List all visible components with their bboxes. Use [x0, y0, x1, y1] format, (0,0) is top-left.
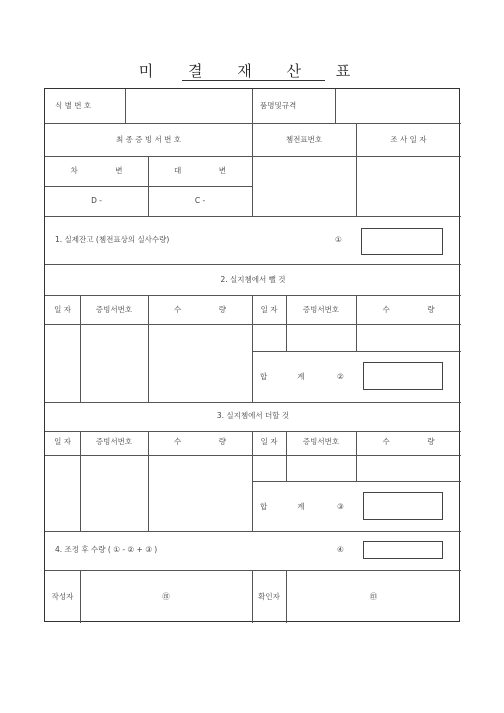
col-header-quantity: 수 량 — [174, 305, 226, 314]
col-divider — [252, 89, 253, 216]
writer-seal[interactable]: ㊞ — [162, 592, 170, 601]
actual-balance-field[interactable] — [361, 228, 443, 255]
inventory-form — [44, 88, 460, 622]
col-divider — [125, 89, 126, 123]
row-divider — [45, 402, 461, 403]
marker-3: ③ — [337, 502, 344, 511]
col-header-date: 일 자 — [54, 437, 71, 446]
item-spec-label: 품명및규격 — [260, 101, 297, 110]
col-header-quantity: 수 량 — [174, 437, 226, 446]
col-divider — [148, 156, 149, 216]
col-header-voucher-no: 증빙서번호 — [95, 437, 133, 446]
row-divider — [45, 264, 461, 265]
id-number-label: 식 별 번 호 — [55, 101, 92, 110]
checker-label: 확인자 — [258, 592, 280, 601]
title-underline — [182, 80, 325, 81]
adjusted-quantity-label: 4. 조정 후 수량 ( ① - ② + ③ ) — [55, 545, 158, 554]
debit-value[interactable]: D - — [91, 196, 102, 205]
row-divider — [45, 123, 461, 124]
marker-2: ② — [337, 372, 344, 381]
adjusted-quantity-field[interactable] — [363, 541, 443, 559]
subtract-total-field[interactable] — [363, 362, 443, 390]
row-divider — [45, 455, 461, 456]
col-divider — [286, 295, 287, 351]
subtotal-label: 합 계 — [260, 502, 305, 511]
col-divider — [335, 89, 336, 123]
marker-4: ④ — [337, 545, 344, 554]
final-voucher-number-label: 최 종 증 빙 서 번 호 — [115, 135, 182, 144]
row-divider — [45, 156, 461, 157]
row-divider — [45, 324, 461, 325]
row-divider — [45, 531, 461, 532]
checker-seal[interactable]: ㊞ — [369, 592, 378, 601]
section-2-title: 2. 실지쳄에서 뺄 것 — [220, 275, 286, 284]
col-header-voucher-no: 증빙서번호 — [302, 437, 340, 446]
debit-label: 차 변 — [70, 166, 123, 175]
writer-label: 작성자 — [51, 592, 74, 601]
marker-1: ① — [335, 235, 342, 244]
row-divider — [252, 351, 461, 352]
row-divider — [45, 216, 461, 217]
subtotal-label: 합 계 — [260, 372, 305, 381]
row-divider — [45, 570, 461, 571]
actual-balance-label: 1. 실제잔고 (쳄전표상의 실사수량) — [55, 235, 170, 244]
credit-label: 대 변 — [174, 166, 226, 175]
row-divider — [45, 431, 461, 432]
col-divider — [356, 295, 357, 351]
credit-value[interactable]: C - — [194, 196, 206, 205]
row-divider — [252, 481, 461, 482]
survey-date-label: 조 사 일 자 — [390, 135, 427, 144]
col-header-date: 일 자 — [260, 305, 278, 314]
add-total-field[interactable] — [363, 492, 443, 520]
cell-slip-number-label: 쳄전표번호 — [285, 135, 323, 144]
section-3-title: 3. 실지쳄에서 더할 것 — [216, 411, 290, 420]
col-header-quantity: 수 량 — [382, 437, 435, 446]
col-header-voucher-no: 증빙서번호 — [302, 305, 340, 314]
page-title: 미 결 재 산 표 — [138, 62, 366, 80]
col-header-date: 일 자 — [260, 437, 278, 446]
col-header-date: 일 자 — [54, 305, 71, 314]
row-divider — [45, 295, 461, 296]
col-header-quantity: 수 량 — [382, 305, 435, 314]
col-header-voucher-no: 증빙서번호 — [95, 305, 133, 314]
